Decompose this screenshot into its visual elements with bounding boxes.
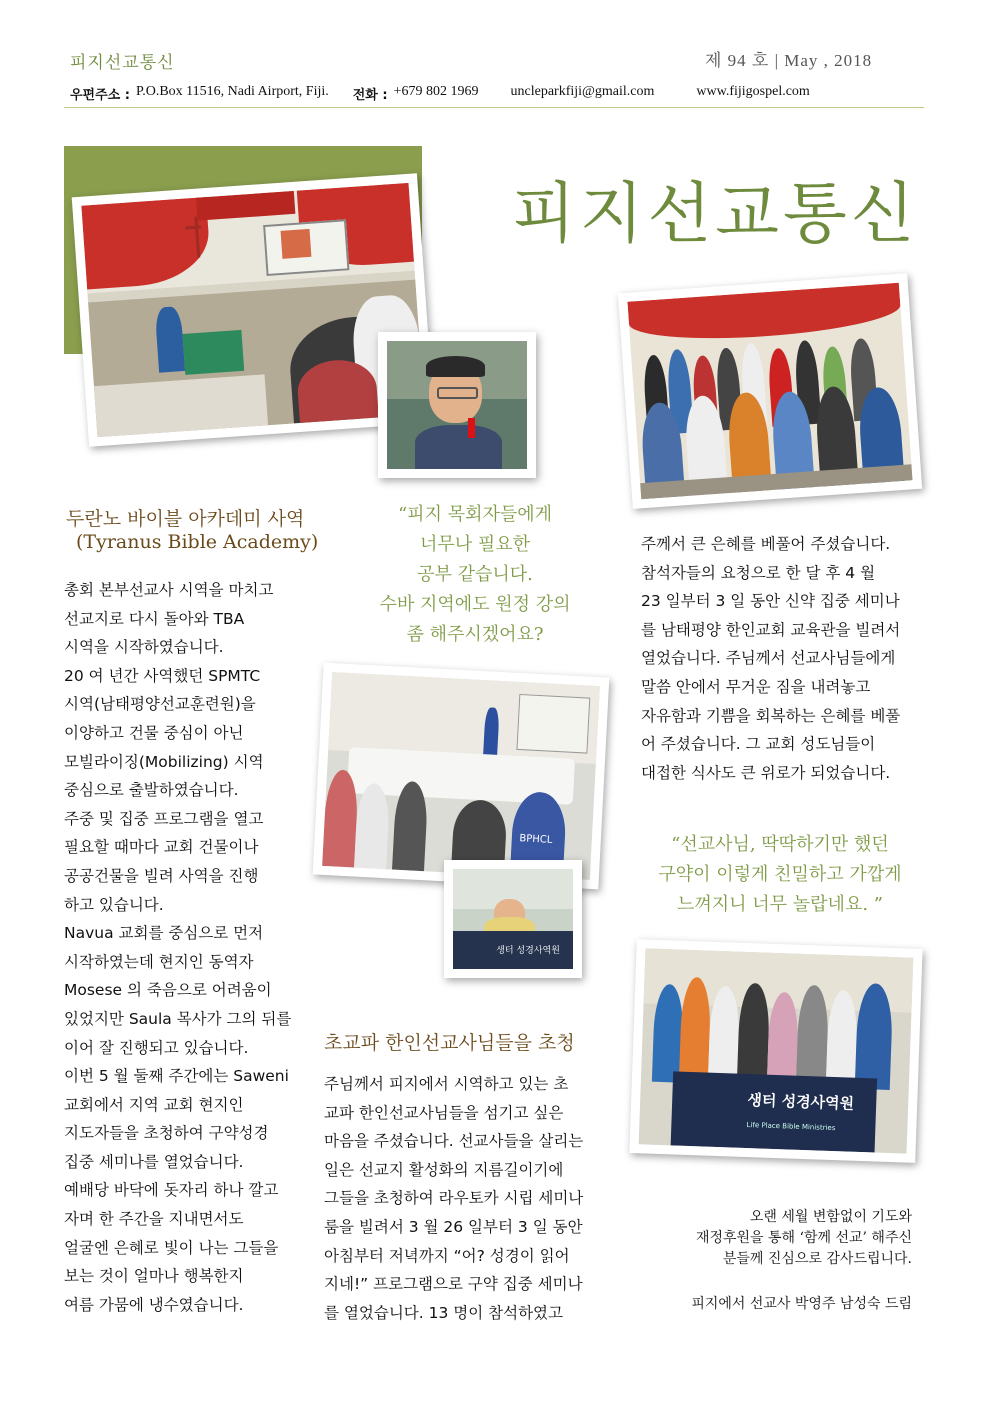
photo-banner-text: 생터 성경사역원: [747, 1091, 855, 1113]
signature: 피지에서 선교사 박영주 남성숙 드림: [691, 1296, 912, 1312]
photo-group-seated: [618, 273, 922, 509]
phone-label: 전화 :: [352, 88, 388, 103]
quote-old-testament: “선교사님, 딱딱하기만 했던 구약이 이렇게 친밀하고 가깝게 느껴지니 너무 놀랍네요. ”: [658, 834, 902, 915]
section1-heading-korean: 두란노 바이블 아카데미 사역: [66, 508, 305, 530]
email-text: uncleparkfiji@gmail.com: [510, 84, 655, 99]
header-newsletter-name: 피지선교통신: [70, 53, 175, 73]
section2-body: 주님께서 피지에서 시역하고 있는 초 교파 한인선교사님들을 섬기고 싶은 마음을 주셨습니다. 선교사들을 살리는 일은 선교지 활성화의 지름길이기에 그들을 초청하여 라우토카 시립 세미나 룸을 빌려서 3 월 26 일부터 3 일 동안 아침부터 저녁까지 “어? 성경이 읽어 지네!” 프로그램으로 구약 집중 세미나 를 열었습니다. 13 명이 참석하였고: [324, 1075, 584, 1322]
photo-speaker-closeup: [378, 332, 536, 478]
section1-heading: [66, 504, 326, 553]
section1-heading-english: (Tyranus Bible Academy): [76, 531, 319, 553]
header-contact-line: [70, 84, 920, 103]
address-text: P.O.Box 11516, Nadi Airport, Fiji.: [135, 84, 329, 99]
photo-seminar-room: [313, 663, 610, 890]
section2-heading: 초교파 한인선교사님들을 초청: [324, 1032, 575, 1054]
photo-shirt-text: BPHCL: [519, 833, 553, 847]
header-issue-date: 제 94 호 | May , 2018: [705, 51, 873, 70]
photo-group-banner: [629, 939, 922, 1163]
quote-fiji-pastors: “피지 목회자들에게 너무나 필요한 공부 같습니다. 수바 지역에도 원정 강의 좀 해주시겠어요?: [379, 504, 571, 645]
address-label: 우편주소 :: [70, 88, 130, 103]
section1-body: 총회 본부선교사 시역을 마치고 선교지로 다시 돌아와 TBA 시역을 시작하였습니다. 20 여 년간 사역했던 SPMTC 시역(남태평양선교훈련원)을 이양하고 건물 중심이 아닌 모빌라이징(Mobilizing) 시역 중심으로 출발하였습니다. 주중 및 집중 프로그램을 열고 필요할 때마다 교회 건물이나 공공건물을 빌려 사역을 진행 하고 있습니다. Navua 교회를 중심으로 먼저 시작하였는데 현지인 동역자 Mosese 의 죽음으로 어려움이 있었지만 Saula 목사가 그의 뒤를 이어 잘 진행되고 있습니다. 이번 5 월 둘째 주간에는 Saweni 교회에서 지역 교회 현지인 지도자들을 초청하여 구약성경 집중 세미나를 열었습니다. 예배당 바닥에 돗자리 하나 깔고 자며 한 주간을 지내면서도 얼굴엔 은혜로 빛이 나는 그들을 보는 것이 얼마나 행복한지 여름 가뭄에 냉수였습니다.: [64, 581, 292, 1314]
header-divider: [64, 107, 924, 108]
photo-banner-subtext: Life Place Bible Ministries: [746, 1120, 836, 1132]
photo-podium-speaker: [444, 860, 582, 978]
section3-body: 주께서 큰 은혜를 베풀어 주셨습니다. 참석자들의 요청으로 한 달 후 4 월 23 일부터 3 일 동안 신약 집중 세미나 를 남태평양 한인교회 교육관을 빌려서 열었습니다. 주님께서 선교사님들에게 말씀 안에서 무거운 짐을 내려놓고 자유함과 기쁨을 회복하는 은혜를 베풀 어 주셨습니다. 그 교회 성도님들이 대접한 식사도 큰 위로가 되었습니다.: [641, 535, 901, 782]
website-text: www.fijigospel.com: [696, 84, 810, 99]
main-title: 피지선교통신: [512, 175, 919, 252]
thanks-message: 오랜 세월 변함없이 기도와 재정후원을 통해 ‘함께 선교’ 해주신 분들께 진심으로 감사드립니다.: [695, 1209, 912, 1267]
photo-banner-text-small: 생터 성경사역원: [496, 946, 560, 956]
phone-text: +679 802 1969: [393, 84, 479, 99]
